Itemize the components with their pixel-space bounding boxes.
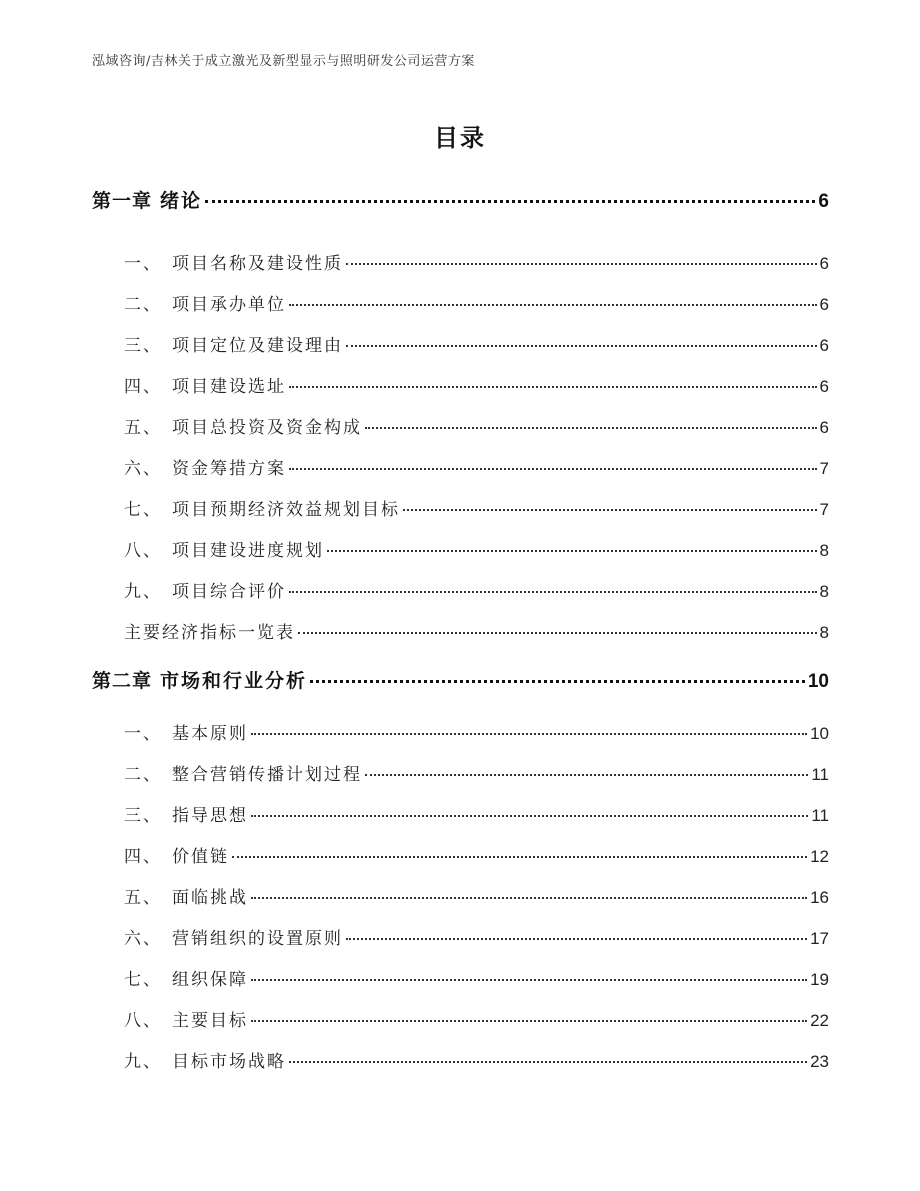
toc-entry-label: 项目定位及建设理由 [172, 336, 343, 356]
toc-entry-number: 五、 [124, 418, 162, 438]
toc-entry-label: 项目总投资及资金构成 [172, 418, 362, 438]
toc-section-entry[interactable] [124, 1047, 829, 1072]
toc-section-entry[interactable] [124, 290, 829, 315]
toc-entry-label: 项目建设选址 [172, 377, 286, 397]
toc-entry-page-number: 8 [819, 623, 829, 642]
toc-section-entry[interactable] [124, 495, 829, 520]
toc-entry-number: 六、 [124, 929, 162, 949]
toc-entry-label: 绪论 [160, 190, 203, 212]
toc-entry-number: 四、 [124, 847, 162, 867]
toc-section-entry[interactable] [124, 577, 829, 602]
dot-leader [251, 733, 807, 735]
toc-entry-label: 项目建设进度规划 [172, 541, 324, 561]
toc-entry-number: 三、 [124, 806, 162, 826]
toc-entry-number: 四、 [124, 377, 162, 397]
dot-leader [310, 680, 805, 683]
toc-entry-number: 三、 [124, 336, 162, 356]
dot-leader [232, 856, 807, 858]
dot-leader [346, 263, 817, 265]
dot-leader [327, 550, 817, 552]
dot-leader [365, 427, 817, 429]
toc-entry-label: 目标市场战略 [172, 1052, 286, 1072]
toc-entry-number: 八、 [124, 541, 162, 561]
toc-entry-page-number: 23 [810, 1052, 829, 1071]
toc-entry-label: 价值链 [172, 847, 229, 867]
toc-title: 目录 [434, 124, 486, 152]
toc-section-entry[interactable] [124, 965, 829, 990]
toc-entry-number: 六、 [124, 459, 162, 479]
toc-section-entry[interactable] [124, 1006, 829, 1031]
dot-leader [289, 304, 817, 306]
toc-entry-number: 九、 [124, 582, 162, 602]
toc-chapter-entry[interactable] [92, 186, 829, 213]
dot-leader [346, 345, 817, 347]
toc-section-entry[interactable] [124, 883, 829, 908]
toc-entry-page-number: 11 [811, 765, 829, 784]
toc-entry-label: 市场和行业分析 [160, 670, 308, 692]
toc-entry-label: 面临挑战 [172, 888, 248, 908]
toc-entry-label: 项目承办单位 [172, 295, 286, 315]
toc-entry-page-number: 6 [819, 377, 829, 396]
toc-entry-number: 九、 [124, 1052, 162, 1072]
dot-leader [289, 386, 817, 388]
toc-entry-page-number: 8 [819, 582, 829, 601]
toc-entry-page-number: 8 [819, 541, 829, 560]
toc-section-entry[interactable] [124, 801, 829, 826]
page-header: 泓域咨询/吉林关于成立激光及新型显示与照明研发公司运营方案 [92, 54, 475, 69]
toc-chapter-entry[interactable] [92, 666, 829, 693]
toc-section-entry[interactable] [124, 924, 829, 949]
toc-entry-number: 五、 [124, 888, 162, 908]
toc-entry-number: 二、 [124, 295, 162, 315]
dot-leader [251, 979, 807, 981]
toc-section-entry[interactable] [124, 413, 829, 438]
toc-entry-label: 项目名称及建设性质 [172, 254, 343, 274]
toc-entry-page-number: 19 [810, 970, 829, 989]
toc-section-entry[interactable] [124, 536, 829, 561]
toc-entry-page-number: 6 [819, 295, 829, 314]
dot-leader [289, 468, 817, 470]
dot-leader [346, 938, 807, 940]
toc-entry-page-number: 7 [819, 500, 829, 519]
toc-entry-page-number: 22 [810, 1011, 829, 1030]
toc-entry-label: 营销组织的设置原则 [172, 929, 343, 949]
toc-entry-page-number: 6 [819, 418, 829, 437]
toc-entry-label: 资金筹措方案 [172, 459, 286, 479]
toc-entry-page-number: 6 [819, 254, 829, 273]
toc-entry-page-number: 10 [807, 671, 829, 692]
dot-leader [289, 1061, 807, 1063]
dot-leader [298, 632, 817, 634]
toc-section-entry[interactable] [124, 331, 829, 356]
dot-leader [251, 1020, 807, 1022]
toc-entry-label: 主要目标 [172, 1011, 248, 1031]
toc-entry-page-number: 12 [810, 847, 829, 866]
dot-leader [403, 509, 817, 511]
toc-entry-number: 一、 [124, 724, 162, 744]
toc-entry-page-number: 6 [819, 336, 829, 355]
toc-entry-page-number: 17 [810, 929, 829, 948]
toc-entry-page-number: 16 [810, 888, 829, 907]
toc-entry-label: 整合营销传播计划过程 [172, 765, 362, 785]
dot-leader [365, 774, 808, 776]
toc-entry-number: 二、 [124, 765, 162, 785]
dot-leader [251, 815, 808, 817]
dot-leader [251, 897, 807, 899]
toc-entry-page-number: 10 [810, 724, 829, 743]
dot-leader [289, 591, 817, 593]
toc-section-entry[interactable] [124, 760, 829, 785]
toc-entry-label: 项目综合评价 [172, 582, 286, 602]
toc-section-entry[interactable] [124, 454, 829, 479]
toc-entry-label: 指导思想 [172, 806, 248, 826]
toc-entry-number: 七、 [124, 500, 162, 520]
toc-entry-number: 第一章 [92, 190, 153, 212]
dot-leader [205, 200, 815, 203]
toc-entry-page-number: 11 [811, 806, 829, 825]
toc-section-entry[interactable] [124, 842, 829, 867]
toc-entry-number: 第二章 [92, 670, 153, 692]
toc-section-entry[interactable] [124, 249, 829, 274]
toc-entry-number: 八、 [124, 1011, 162, 1031]
toc-section-entry[interactable] [124, 719, 829, 744]
toc-entry-label: 主要经济指标一览表 [124, 623, 295, 643]
toc-entry-label: 项目预期经济效益规划目标 [172, 500, 400, 520]
toc-entry-label: 基本原则 [172, 724, 248, 744]
toc-entry-number: 一、 [124, 254, 162, 274]
toc-section-entry[interactable] [124, 372, 829, 397]
toc-entry-page-number: 6 [818, 191, 829, 212]
toc-section-entry[interactable] [124, 618, 829, 643]
toc-entry-page-number: 7 [819, 459, 829, 478]
toc-entry-number: 七、 [124, 970, 162, 990]
toc-entry-label: 组织保障 [172, 970, 248, 990]
